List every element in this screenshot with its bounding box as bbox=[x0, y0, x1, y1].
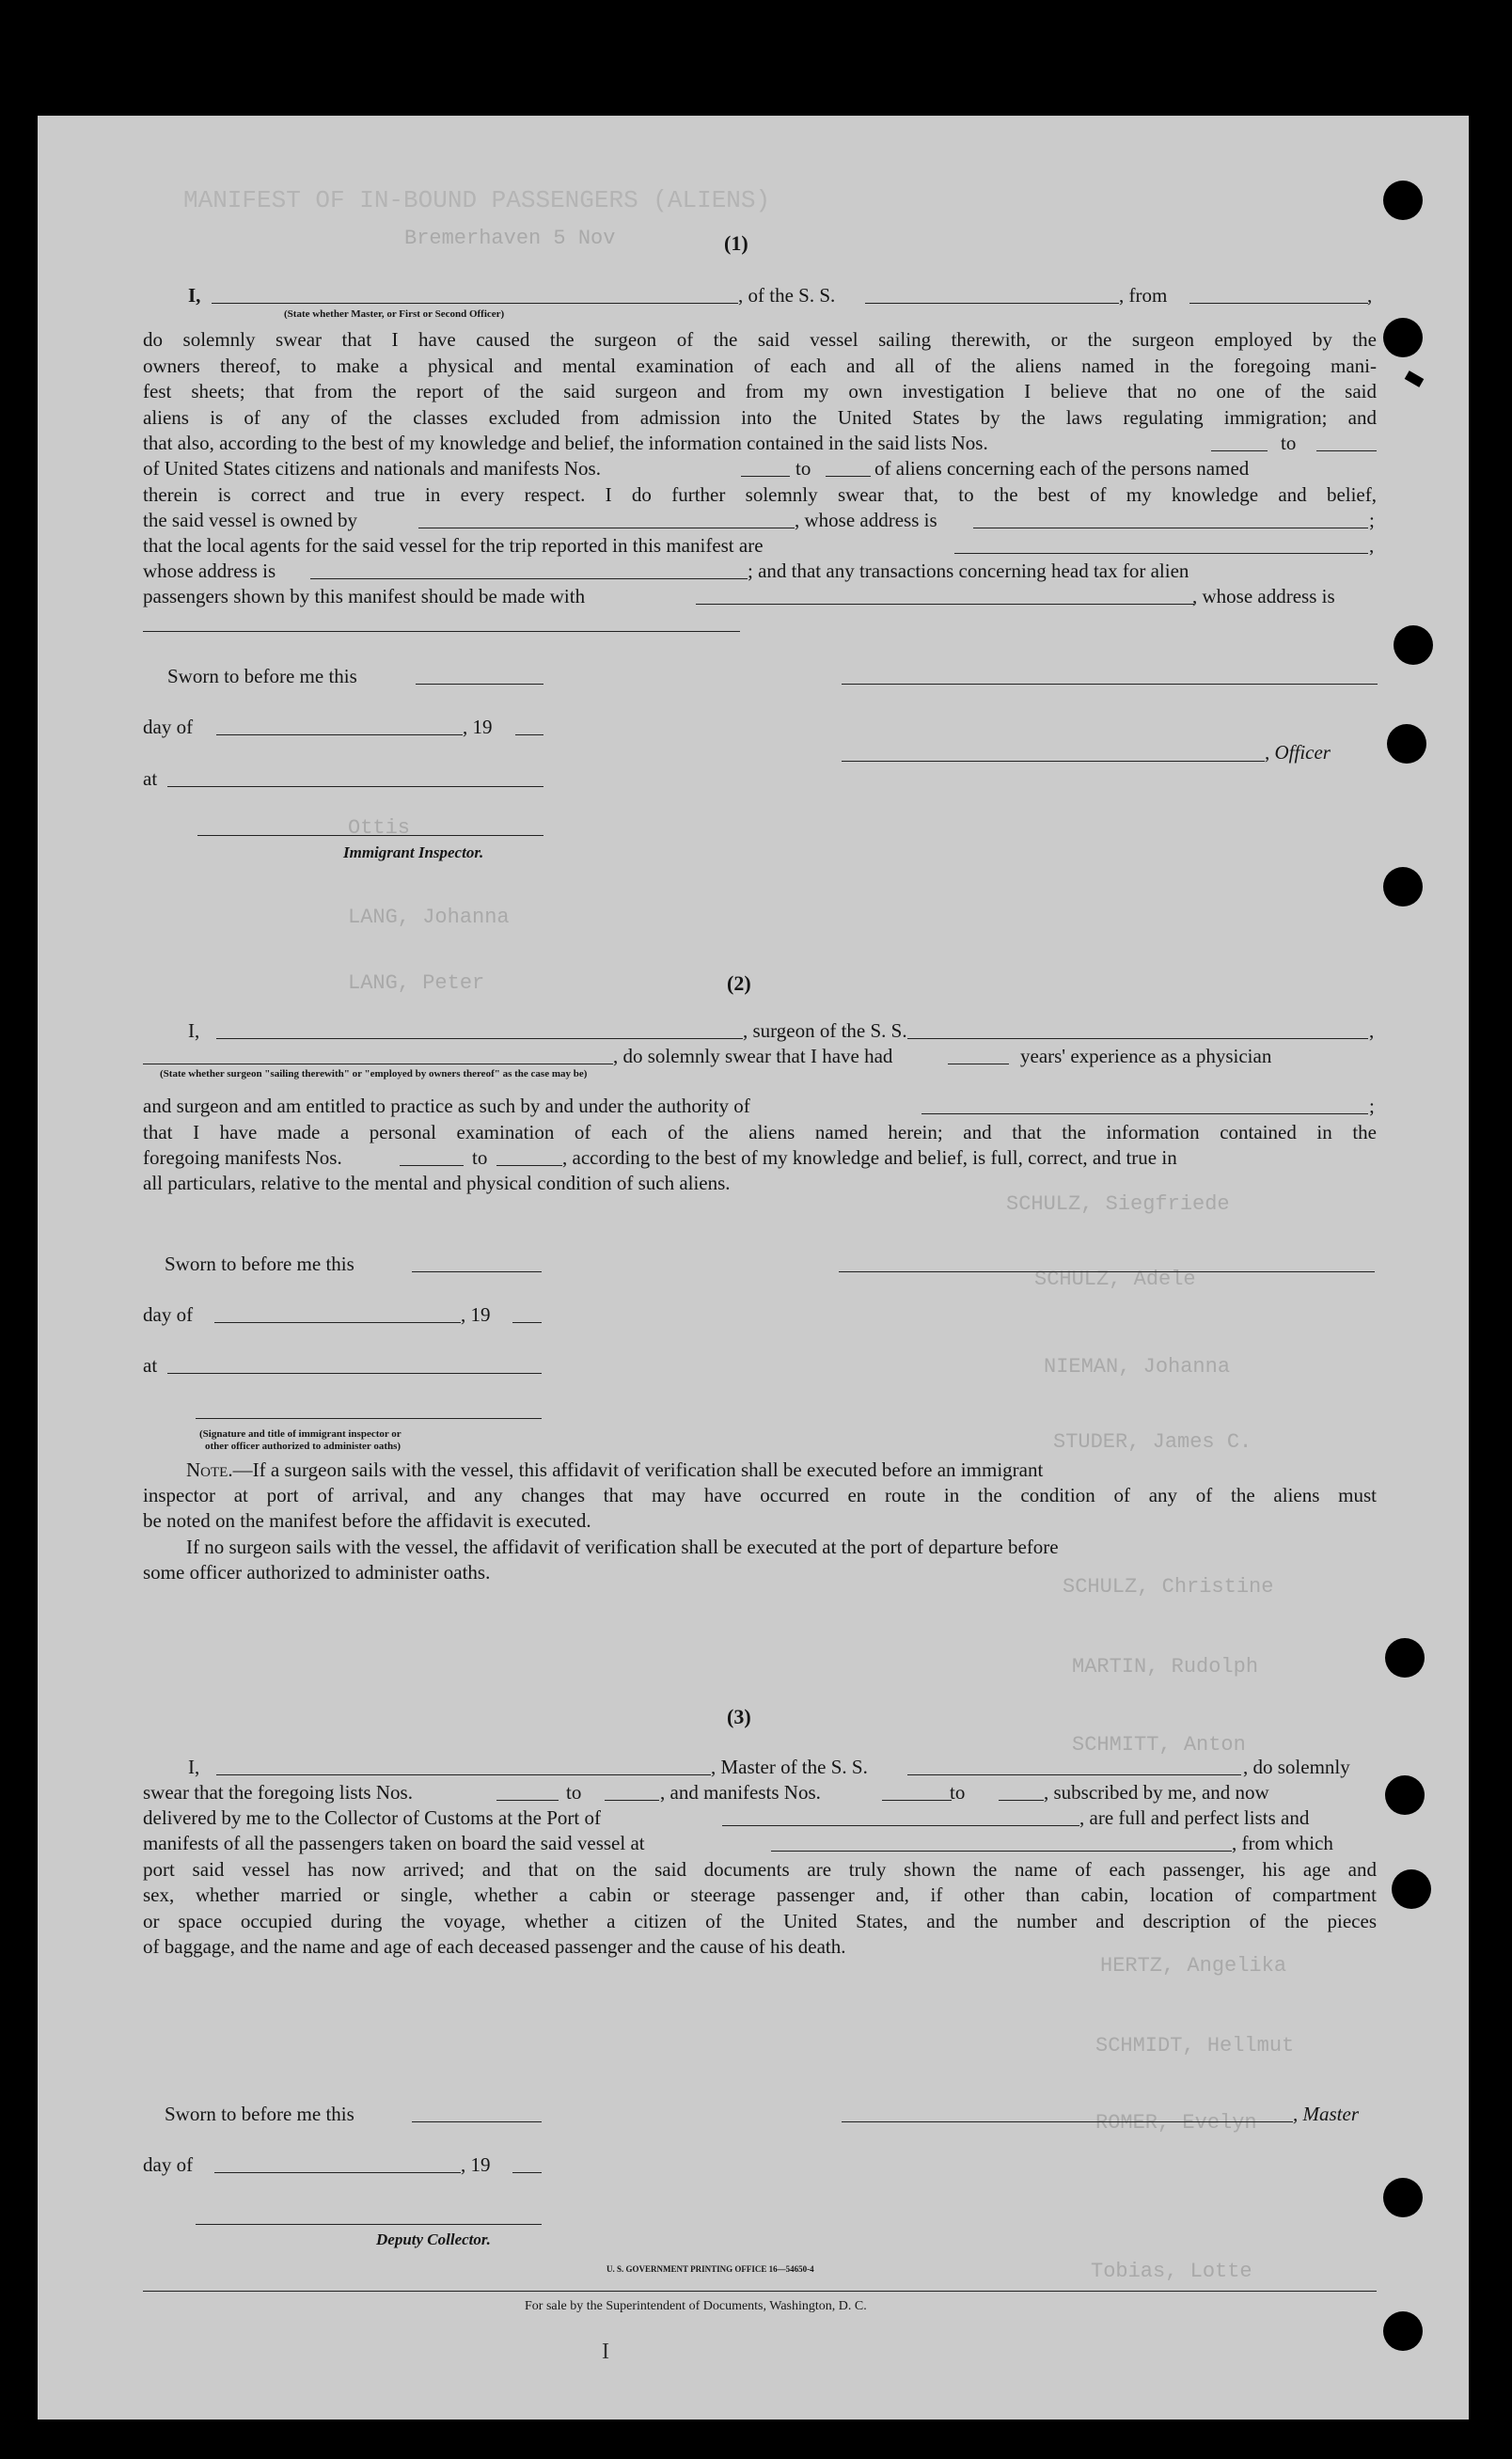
s1-inspector-line[interactable] bbox=[197, 835, 543, 836]
s3-para-line: of baggage, and the name and age of each deceased passenger and the cause of his death. bbox=[143, 1935, 846, 1958]
s2-note-text: —If a surgeon sails with the vessel, this affidavit of verification shall be executed before an immigrant bbox=[232, 1458, 1044, 1481]
s1-from: , from bbox=[1119, 284, 1168, 307]
s1-of-ss: , of the S. S. bbox=[738, 284, 836, 307]
s3-port-line[interactable] bbox=[722, 1825, 1079, 1826]
s1-para-line: of aliens concerning each of the persons named bbox=[874, 457, 1250, 480]
s3-sworn: Sworn to before me this bbox=[165, 2103, 354, 2125]
s3-embark-line[interactable] bbox=[771, 1851, 1232, 1852]
s2-note-line: If no surgeon sails with the vessel, the affidavit of verification shall be executed at the port of departure before bbox=[186, 1536, 1059, 1558]
s1-head-tax: ; and that any transactions concerning head tax for alien bbox=[748, 560, 1189, 582]
s2-years: years' experience as a physician bbox=[1020, 1045, 1272, 1067]
s1-day-line[interactable] bbox=[216, 734, 463, 735]
s1-year: , 19 bbox=[463, 716, 493, 738]
s2-at: at bbox=[143, 1354, 158, 1377]
s1-agents-line[interactable] bbox=[954, 553, 1368, 554]
bleed-title: MANIFEST OF IN-BOUND PASSENGERS (ALIENS) bbox=[183, 186, 771, 214]
bleed-line: SCHULZ, Christine bbox=[1063, 1575, 1274, 1599]
s3-para-line: sex, whether married or single, whether a cabin or steerage passenger and, if other than cabin, location of compartment bbox=[143, 1884, 1377, 1906]
s2-name-line[interactable] bbox=[216, 1038, 743, 1039]
s3-master-of: , Master of the S. S. bbox=[711, 1756, 868, 1778]
s3-to-2: to bbox=[950, 1781, 966, 1804]
s1-officer: , Officer bbox=[1265, 741, 1331, 764]
document-page bbox=[38, 116, 1469, 2420]
s3-year: , 19 bbox=[461, 2153, 491, 2176]
s3-list-from-line[interactable] bbox=[496, 1800, 559, 1801]
bleed-line: LANG, Peter bbox=[348, 971, 485, 995]
s3-ship-line[interactable] bbox=[907, 1774, 1241, 1775]
s3-year-line[interactable] bbox=[512, 2172, 542, 2173]
s3-day-line[interactable] bbox=[214, 2172, 461, 2173]
s2-para-line: and surgeon and am entitled to practice as such by and under the authority of bbox=[143, 1095, 750, 1117]
s2-para-line: , according to the best of my knowledge and belief, is full, correct, and true in bbox=[562, 1146, 1177, 1169]
s1-taxagent-address-line[interactable] bbox=[143, 631, 740, 632]
s1-sworn-line[interactable] bbox=[416, 684, 543, 685]
bleed-line: Bremerhaven 5 Nov bbox=[404, 227, 616, 250]
s2-ship-line[interactable] bbox=[907, 1038, 1368, 1039]
s2-day-line[interactable] bbox=[214, 1322, 461, 1323]
bleed-line: Ottis bbox=[348, 816, 411, 840]
s1-para-line: aliens is of any of the classes excluded from admission into the United States by the laws regulating immigration; and bbox=[143, 406, 1377, 429]
s2-inspector-line[interactable] bbox=[196, 1418, 542, 1419]
s3-signature-line[interactable] bbox=[842, 2121, 1293, 2122]
s1-ship-line[interactable] bbox=[865, 303, 1119, 304]
punch-hole bbox=[1383, 2311, 1423, 2351]
s2-to: to bbox=[472, 1146, 488, 1169]
s1-owned-by: the said vessel is owned by bbox=[143, 509, 358, 531]
s3-para-line: or space occupied during the voyage, whether a citizen of the United States, and the number and description of the pieces bbox=[143, 1910, 1377, 1932]
bleed-line: STUDER, James C. bbox=[1053, 1430, 1252, 1454]
s2-year-line[interactable] bbox=[512, 1322, 542, 1323]
s3-para-line: , subscribed by me, and now bbox=[1044, 1781, 1269, 1804]
s3-para-line: , are full and perfect lists and bbox=[1079, 1806, 1310, 1829]
s1-to: to bbox=[1281, 432, 1297, 454]
s1-para-line: of United States citizens and nationals and manifests Nos. bbox=[143, 457, 601, 480]
punch-hole bbox=[1387, 724, 1426, 764]
s1-whose-address: , whose address is bbox=[795, 509, 937, 531]
s2-swear: , do solemnly swear that I have had bbox=[613, 1045, 893, 1067]
s2-year: , 19 bbox=[461, 1303, 491, 1326]
s3-master: , Master bbox=[1293, 2103, 1359, 2125]
s1-name-line[interactable] bbox=[212, 303, 738, 304]
s2-note-line: inspector at port of arrival, and any changes that may have occurred en route in the condition of any of the aliens must bbox=[143, 1484, 1377, 1506]
s1-to: to bbox=[795, 457, 811, 480]
s2-note-line: some officer authorized to administer oaths. bbox=[143, 1561, 491, 1584]
s1-list-to-line[interactable] bbox=[1316, 450, 1377, 451]
s1-officer-line[interactable] bbox=[842, 761, 1265, 762]
s2-authority-line[interactable] bbox=[921, 1113, 1368, 1114]
section-3-number: (3) bbox=[727, 1705, 751, 1728]
punch-hole bbox=[1385, 1638, 1425, 1678]
punch-hole bbox=[1383, 2178, 1423, 2217]
s3-i: I, bbox=[188, 1756, 200, 1778]
section-2-number: (2) bbox=[727, 971, 751, 995]
s2-surgeon-note: (State whether surgeon "sailing therewith" or "employed by owners thereof" as the case may be) bbox=[160, 1068, 588, 1080]
s1-semicolon: ; bbox=[1369, 509, 1375, 531]
s1-i: I, bbox=[188, 284, 201, 307]
s1-para-line: owners thereof, to make a physical and mental examination of each and all of the aliens named in the foregoing mani- bbox=[143, 355, 1377, 377]
bleed-line: SCHMIDT, Hellmut bbox=[1095, 2034, 1295, 2057]
s2-sig-note-2: other officer authorized to administer oaths) bbox=[205, 1441, 402, 1452]
s1-signature-line[interactable] bbox=[842, 684, 1378, 685]
s3-day-of: day of bbox=[143, 2153, 194, 2176]
s2-sworn: Sworn to before me this bbox=[165, 1253, 354, 1275]
punch-hole bbox=[1394, 625, 1433, 665]
s1-inspector-caption: Immigrant Inspector. bbox=[343, 843, 484, 861]
s2-signature-line[interactable] bbox=[839, 1271, 1375, 1272]
punch-hole bbox=[1392, 1869, 1431, 1909]
s3-name-line[interactable] bbox=[216, 1774, 711, 1775]
bleed-line: LANG, Johanna bbox=[348, 906, 510, 929]
s1-passengers: passengers shown by this manifest should be made with bbox=[143, 585, 586, 607]
s3-list-to-line[interactable] bbox=[605, 1800, 659, 1801]
s1-agents-address-line[interactable] bbox=[310, 578, 748, 579]
s3-solemnly: , do solemnly bbox=[1243, 1756, 1350, 1778]
gpo-imprint: U. S. GOVERNMENT PRINTING OFFICE 16—54650-4 bbox=[606, 2264, 814, 2274]
s1-comma: , bbox=[1369, 534, 1375, 557]
s1-from-line[interactable] bbox=[1189, 303, 1368, 304]
s2-day-of: day of bbox=[143, 1303, 194, 1326]
s2-manifest-from-line[interactable] bbox=[400, 1165, 464, 1166]
bleed-line: NIEMAN, Johanna bbox=[1044, 1355, 1231, 1379]
s2-note-line bbox=[186, 1458, 1043, 1483]
s2-sworn-line[interactable] bbox=[412, 1271, 542, 1272]
s3-para-line: delivered by me to the Collector of Customs at the Port of bbox=[143, 1806, 601, 1829]
s2-para-line: that I have made a personal examination of each of the aliens named herein; and that the information contained in the bbox=[143, 1121, 1377, 1143]
s3-deputy-line[interactable] bbox=[196, 2224, 542, 2225]
s1-agents: that the local agents for the said vessel for the trip reported in this manifest are bbox=[143, 534, 764, 557]
section-1-number: (1) bbox=[724, 231, 748, 255]
s3-para-line: , and manifests Nos. bbox=[660, 1781, 821, 1804]
s1-at-line[interactable] bbox=[167, 786, 543, 787]
s2-semicolon: ; bbox=[1369, 1095, 1375, 1117]
s2-sig-note-1: (Signature and title of immigrant inspector or bbox=[199, 1428, 402, 1440]
bleed-line: ROMER, Evelyn bbox=[1095, 2111, 1257, 2135]
s1-manifest-from-line[interactable] bbox=[741, 476, 790, 477]
s1-para-line: do solemnly swear that I have caused the surgeon of the said vessel sailing therewith, or the surgeon employed by the bbox=[143, 328, 1377, 351]
s3-manifest-to-line[interactable] bbox=[999, 1800, 1044, 1801]
s2-at-line[interactable] bbox=[167, 1373, 542, 1374]
s2-i: I, bbox=[188, 1019, 200, 1042]
s2-note-line: be noted on the manifest before the affidavit is executed. bbox=[143, 1509, 591, 1532]
s1-para-line: that also, according to the best of my knowledge and belief, the information contained in the said lists Nos. bbox=[143, 432, 988, 454]
s1-year-line[interactable] bbox=[515, 734, 543, 735]
footer-rule bbox=[143, 2291, 1377, 2292]
bleed-line: MARTIN, Rudolph bbox=[1072, 1655, 1259, 1679]
s1-taxagent-line[interactable] bbox=[696, 604, 1194, 605]
s3-para-line: swear that the foregoing lists Nos. bbox=[143, 1781, 413, 1804]
bleed-line: SCHULZ, Siegfriede bbox=[1006, 1192, 1230, 1216]
bleed-line: Tobias, Lotte bbox=[1091, 2260, 1252, 2283]
punch-hole bbox=[1383, 318, 1423, 357]
s2-para-line: all particulars, relative to the mental and physical condition of such aliens. bbox=[143, 1172, 731, 1194]
sale-notice: For sale by the Superintendent of Documents, Washington, D. C. bbox=[525, 2299, 867, 2313]
s3-manifest-from-line[interactable] bbox=[882, 1800, 952, 1801]
s1-para-line: therein is correct and true in every respect. I do further solemnly swear that, to the best of my knowledge and belief, bbox=[143, 483, 1377, 506]
bleed-line: HERTZ, Angelika bbox=[1100, 1954, 1287, 1978]
s1-sworn: Sworn to before me this bbox=[167, 665, 357, 687]
s1-whose-address-2: whose address is bbox=[143, 560, 276, 582]
s2-note-label: Note. bbox=[186, 1458, 233, 1481]
punch-hole bbox=[1385, 1775, 1425, 1815]
s1-whose-address-3: , whose address is bbox=[1192, 585, 1335, 607]
s1-at: at bbox=[143, 767, 158, 790]
s3-deputy-caption: Deputy Collector. bbox=[376, 2230, 491, 2248]
s3-para-line: , from which bbox=[1232, 1832, 1333, 1854]
punch-hole bbox=[1383, 867, 1423, 906]
bleed-line: SCHULZ, Adele bbox=[1034, 1268, 1196, 1291]
bleed-line: SCHMITT, Anton bbox=[1072, 1733, 1246, 1757]
s3-sworn-line[interactable] bbox=[412, 2121, 542, 2122]
s1-officer-note: (State whether Master, or First or Second Officer) bbox=[284, 308, 505, 320]
s1-end-comma: , bbox=[1367, 284, 1373, 307]
s2-manifest-to-line[interactable] bbox=[496, 1165, 562, 1166]
punch-hole bbox=[1383, 181, 1423, 220]
s3-para-line: manifests of all the passengers taken on board the said vessel at bbox=[143, 1832, 645, 1854]
s2-para-line: foregoing manifests Nos. bbox=[143, 1146, 342, 1169]
page-mark: I bbox=[602, 2340, 609, 2364]
s1-para-line: fest sheets; that from the report of the said surgeon and from my own investigation I believe that no one of the said bbox=[143, 380, 1377, 402]
s1-day-of: day of bbox=[143, 716, 194, 738]
s2-surgeon-of: , surgeon of the S. S. bbox=[743, 1019, 907, 1042]
s2-end-comma: , bbox=[1369, 1019, 1375, 1042]
s1-list-from-line[interactable] bbox=[1211, 450, 1268, 451]
s3-to: to bbox=[566, 1781, 582, 1804]
s1-manifest-to-line[interactable] bbox=[826, 476, 871, 477]
s3-para-line: port said vessel has now arrived; and that on the said documents are truly shown the name of each passenger, his age and bbox=[143, 1858, 1377, 1881]
